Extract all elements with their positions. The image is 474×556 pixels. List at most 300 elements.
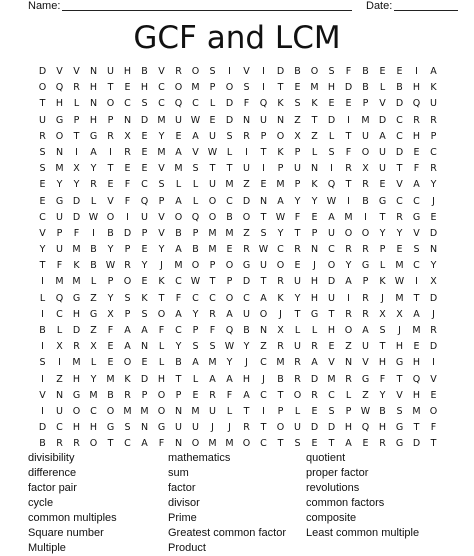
grid-letter[interactable]: Q [412,373,421,385]
grid-letter[interactable]: P [430,130,437,142]
grid-letter[interactable]: S [379,325,386,336]
grid-letter[interactable]: N [259,195,268,207]
grid-letter[interactable]: Q [191,211,200,223]
grid-letter[interactable]: L [226,146,233,158]
grid-letter[interactable]: U [379,163,386,175]
grid-letter[interactable]: A [413,308,420,320]
grid-letter[interactable]: A [192,357,199,369]
grid-letter[interactable]: C [396,114,403,126]
grid-letter[interactable]: A [175,146,182,158]
grid-letter[interactable]: N [140,422,149,434]
grid-letter[interactable]: C [413,195,420,207]
grid-letter[interactable]: K [277,292,284,304]
grid-letter[interactable]: B [175,357,182,369]
grid-letter[interactable]: D [38,422,47,434]
grid-letter[interactable]: P [362,98,369,110]
grid-letter[interactable]: V [158,211,165,223]
grid-letter[interactable]: P [209,82,216,94]
grid-letter[interactable]: D [327,276,336,288]
grid-letter[interactable]: S [39,163,46,175]
grid-letter[interactable]: W [224,341,235,353]
grid-letter[interactable]: H [310,292,319,304]
grid-letter[interactable]: P [362,276,369,288]
grid-letter[interactable]: D [412,438,421,450]
grid-letter[interactable]: C [192,292,199,304]
grid-letter[interactable]: Y [396,227,403,239]
grid-letter[interactable]: I [262,66,265,77]
grid-letter[interactable]: R [430,325,437,336]
grid-letter[interactable]: D [429,227,438,239]
grid-letter[interactable]: G [157,422,166,434]
grid-letter[interactable]: M [327,373,336,385]
grid-letter[interactable]: D [327,422,336,434]
grid-letter[interactable]: M [106,373,115,385]
grid-letter[interactable]: S [396,405,403,417]
grid-letter[interactable]: P [294,179,301,191]
grid-letter[interactable]: H [412,82,421,94]
grid-letter[interactable]: C [328,389,335,401]
grid-letter[interactable]: R [345,308,352,320]
grid-letter[interactable]: Z [56,373,63,385]
grid-letter[interactable]: W [275,211,286,223]
grid-letter[interactable]: O [38,82,47,94]
grid-letter[interactable]: C [396,130,403,142]
grid-letter[interactable]: Y [158,244,165,256]
grid-letter[interactable]: L [90,276,97,288]
grid-letter[interactable]: M [225,227,234,239]
grid-letter[interactable]: P [124,308,131,320]
grid-letter[interactable]: I [41,405,44,417]
grid-letter[interactable]: J [160,260,163,272]
grid-letter[interactable]: B [39,438,46,450]
grid-letter[interactable]: C [277,244,284,256]
grid-letter[interactable]: N [55,146,64,158]
grid-letter[interactable]: O [157,308,166,320]
grid-letter[interactable]: T [260,422,267,434]
grid-letter[interactable]: P [226,276,233,288]
grid-letter[interactable]: U [243,163,250,175]
grid-letter[interactable]: Y [90,163,97,175]
grid-letter[interactable]: X [277,325,284,336]
grid-letter[interactable]: F [379,373,386,385]
grid-letter[interactable]: O [259,308,268,320]
grid-letter[interactable]: S [294,98,301,110]
grid-letter[interactable]: U [209,130,216,142]
grid-letter[interactable]: T [260,211,267,223]
grid-letter[interactable]: H [72,373,81,385]
grid-letter[interactable]: T [345,179,352,191]
grid-letter[interactable]: Y [345,260,352,272]
grid-letter[interactable]: M [157,114,166,126]
grid-letter[interactable]: T [277,389,284,401]
grid-letter[interactable]: R [413,114,420,126]
grid-letter[interactable]: M [72,357,81,369]
grid-letter[interactable]: I [41,341,44,353]
grid-letter[interactable]: L [226,405,233,417]
grid-letter[interactable]: U [328,227,335,239]
grid-letter[interactable]: O [361,146,370,158]
grid-letter[interactable]: U [260,260,267,272]
grid-letter[interactable]: X [124,130,131,142]
grid-letter[interactable]: D [276,66,285,77]
grid-letter[interactable]: W [258,244,269,256]
grid-letter[interactable]: U [260,114,267,126]
grid-letter[interactable]: V [430,373,437,385]
grid-letter[interactable]: S [124,422,131,434]
grid-letter[interactable]: N [55,389,64,401]
grid-letter[interactable]: E [311,438,318,450]
grid-letter[interactable]: A [124,325,131,336]
grid-letter[interactable]: M [225,438,234,450]
grid-letter[interactable]: S [413,244,420,256]
grid-letter[interactable]: O [242,211,251,223]
grid-letter[interactable]: X [396,308,403,320]
grid-letter[interactable]: O [361,227,370,239]
grid-letter[interactable]: H [89,114,98,126]
grid-letter[interactable]: O [55,130,64,142]
grid-letter[interactable]: U [243,308,250,320]
grid-letter[interactable]: A [430,66,437,77]
grid-letter[interactable]: E [107,357,114,369]
grid-letter[interactable]: T [379,341,386,353]
grid-letter[interactable]: M [276,357,285,369]
grid-letter[interactable]: C [209,292,216,304]
grid-letter[interactable]: U [362,341,369,353]
grid-letter[interactable]: E [345,98,352,110]
grid-letter[interactable]: L [379,260,386,272]
grid-letter[interactable]: L [175,179,182,191]
grid-letter[interactable]: E [141,130,148,142]
grid-letter[interactable]: A [328,211,335,223]
grid-letter[interactable]: R [243,130,250,142]
grid-letter[interactable]: R [362,244,369,256]
grid-letter[interactable]: R [277,341,284,353]
grid-letter[interactable]: S [192,163,199,175]
grid-letter[interactable]: Z [311,130,318,142]
grid-letter[interactable]: F [107,325,114,336]
grid-letter[interactable]: H [157,373,166,385]
grid-letter[interactable]: K [379,276,386,288]
grid-letter[interactable]: N [174,405,183,417]
grid-letter[interactable]: D [395,98,404,110]
grid-letter[interactable]: P [107,276,114,288]
grid-letter[interactable]: T [39,260,46,272]
grid-letter[interactable]: Y [39,244,46,256]
grid-letter[interactable]: K [311,98,318,110]
grid-letter[interactable]: C [328,244,335,256]
grid-letter[interactable]: J [279,308,282,320]
date-field-line[interactable] [394,10,458,11]
grid-letter[interactable]: R [124,146,131,158]
grid-letter[interactable]: T [73,130,80,142]
grid-letter[interactable]: B [362,66,369,77]
grid-letter[interactable]: A [192,130,199,142]
grid-letter[interactable]: L [311,325,318,336]
grid-letter[interactable]: P [158,195,165,207]
grid-letter[interactable]: E [396,244,403,256]
grid-letter[interactable]: A [260,292,267,304]
grid-letter[interactable]: R [345,373,352,385]
grid-letter[interactable]: B [107,389,114,401]
grid-letter[interactable]: M [208,438,217,450]
grid-letter[interactable]: I [432,357,435,369]
grid-letter[interactable]: E [328,98,335,110]
grid-letter[interactable]: D [140,114,149,126]
grid-letter[interactable]: T [243,405,250,417]
grid-letter[interactable]: O [191,260,200,272]
grid-letter[interactable]: E [379,179,386,191]
grid-letter[interactable]: E [141,163,148,175]
grid-letter[interactable]: P [345,405,352,417]
grid-letter[interactable]: E [396,66,403,77]
grid-letter[interactable]: H [412,130,421,142]
grid-letter[interactable]: C [175,276,182,288]
grid-letter[interactable]: P [277,405,284,417]
grid-letter[interactable]: P [277,163,284,175]
grid-letter[interactable]: B [141,66,148,77]
grid-letter[interactable]: K [311,179,318,191]
grid-letter[interactable]: D [242,195,251,207]
grid-letter[interactable]: I [245,146,248,158]
grid-letter[interactable]: N [123,114,132,126]
grid-letter[interactable]: A [362,325,369,336]
grid-letter[interactable]: V [396,389,403,401]
grid-letter[interactable]: O [106,211,115,223]
grid-letter[interactable]: P [141,227,148,239]
grid-letter[interactable]: U [209,405,216,417]
grid-letter[interactable]: S [158,179,165,191]
grid-letter[interactable]: C [260,357,267,369]
grid-letter[interactable]: D [225,114,234,126]
grid-letter[interactable]: U [175,422,182,434]
grid-letter[interactable]: E [175,130,182,142]
grid-letter[interactable]: L [73,98,80,110]
grid-letter[interactable]: T [209,276,216,288]
grid-letter[interactable]: L [345,389,352,401]
grid-letter[interactable]: S [260,227,267,239]
grid-letter[interactable]: I [415,276,418,288]
grid-letter[interactable]: I [262,405,265,417]
grid-letter[interactable]: B [175,227,182,239]
grid-letter[interactable]: C [124,98,131,110]
grid-letter[interactable]: B [107,227,114,239]
grid-letter[interactable]: O [191,438,200,450]
grid-letter[interactable]: O [174,211,183,223]
grid-letter[interactable]: M [208,227,217,239]
grid-letter[interactable]: M [157,146,166,158]
grid-letter[interactable]: E [430,389,437,401]
grid-letter[interactable]: P [56,227,63,239]
grid-letter[interactable]: U [362,130,369,142]
grid-letter[interactable]: H [310,276,319,288]
grid-letter[interactable]: F [73,227,80,239]
grid-letter[interactable]: R [362,179,369,191]
grid-letter[interactable]: O [208,195,217,207]
grid-letter[interactable]: M [174,163,183,175]
grid-letter[interactable]: X [56,341,63,353]
grid-letter[interactable]: W [360,405,371,417]
grid-letter[interactable]: C [158,98,165,110]
grid-letter[interactable]: V [158,227,165,239]
grid-letter[interactable]: C [56,422,63,434]
grid-letter[interactable]: X [430,276,437,288]
grid-letter[interactable]: U [294,341,301,353]
grid-letter[interactable]: M [412,325,421,336]
grid-letter[interactable]: P [311,227,318,239]
grid-letter[interactable]: N [429,244,438,256]
grid-letter[interactable]: Y [379,227,386,239]
grid-letter[interactable]: R [39,130,46,142]
grid-letter[interactable]: H [412,357,421,369]
grid-letter[interactable]: T [345,130,352,142]
grid-letter[interactable]: T [107,438,114,450]
grid-letter[interactable]: R [56,438,63,450]
grid-letter[interactable]: P [141,389,148,401]
grid-letter[interactable]: T [396,373,403,385]
grid-letter[interactable]: T [158,292,165,304]
grid-letter[interactable]: P [294,146,301,158]
grid-letter[interactable]: G [310,308,319,320]
grid-letter[interactable]: R [124,260,131,272]
grid-letter[interactable]: B [362,82,369,94]
grid-letter[interactable]: O [293,389,302,401]
grid-letter[interactable]: B [362,195,369,207]
grid-letter[interactable]: Q [361,422,370,434]
grid-letter[interactable]: Z [243,179,250,191]
grid-letter[interactable]: M [191,82,200,94]
grid-letter[interactable]: E [413,146,420,158]
grid-letter[interactable]: F [56,260,63,272]
grid-letter[interactable]: M [395,292,404,304]
grid-letter[interactable]: G [361,260,370,272]
grid-letter[interactable]: P [73,114,80,126]
grid-letter[interactable]: I [364,211,367,223]
grid-letter[interactable]: T [413,422,420,434]
grid-letter[interactable]: O [208,211,217,223]
grid-letter[interactable]: F [158,325,165,336]
grid-letter[interactable]: U [209,179,216,191]
grid-letter[interactable]: M [140,405,149,417]
grid-letter[interactable]: F [345,146,352,158]
grid-letter[interactable]: U [379,146,386,158]
grid-letter[interactable]: F [345,66,352,77]
grid-letter[interactable]: Z [260,341,267,353]
grid-letter[interactable]: Z [294,114,301,126]
grid-letter[interactable]: O [242,438,251,450]
grid-letter[interactable]: V [73,66,80,77]
grid-letter[interactable]: M [344,211,353,223]
grid-letter[interactable]: A [311,357,318,369]
grid-letter[interactable]: T [260,146,267,158]
grid-letter[interactable]: E [311,405,318,417]
grid-letter[interactable]: G [412,211,421,223]
grid-letter[interactable]: L [294,405,301,417]
grid-letter[interactable]: L [90,195,97,207]
grid-letter[interactable]: W [190,276,201,288]
grid-letter[interactable]: R [430,163,437,175]
grid-letter[interactable]: H [378,422,387,434]
grid-letter[interactable]: U [294,276,301,288]
grid-letter[interactable]: R [209,389,216,401]
grid-letter[interactable]: R [311,341,318,353]
grid-letter[interactable]: E [413,341,420,353]
grid-letter[interactable]: C [39,211,46,223]
grid-letter[interactable]: W [326,195,337,207]
grid-letter[interactable]: C [413,260,420,272]
grid-letter[interactable]: Z [345,341,352,353]
grid-letter[interactable]: P [192,227,199,239]
grid-letter[interactable]: E [141,146,148,158]
grid-letter[interactable]: J [211,422,214,434]
grid-letter[interactable]: E [124,163,131,175]
grid-letter[interactable]: A [226,373,233,385]
grid-letter[interactable]: I [75,146,78,158]
grid-letter[interactable]: V [56,66,63,77]
grid-letter[interactable]: Y [226,357,233,369]
grid-letter[interactable]: H [344,422,353,434]
grid-letter[interactable]: B [396,82,403,94]
grid-letter[interactable]: R [209,308,216,320]
grid-letter[interactable]: O [225,82,234,94]
grid-letter[interactable]: U [175,114,182,126]
grid-letter[interactable]: H [395,341,404,353]
grid-letter[interactable]: H [140,82,149,94]
grid-letter[interactable]: Q [140,195,149,207]
grid-letter[interactable]: C [175,325,182,336]
grid-letter[interactable]: T [277,438,284,450]
grid-letter[interactable]: N [242,114,251,126]
grid-letter[interactable]: R [379,438,386,450]
grid-letter[interactable]: U [328,292,335,304]
grid-letter[interactable]: U [430,98,437,110]
grid-letter[interactable]: R [345,244,352,256]
grid-letter[interactable]: G [242,260,251,272]
name-field-line[interactable] [62,10,352,11]
grid-letter[interactable]: R [294,244,301,256]
grid-letter[interactable]: M [89,389,98,401]
grid-letter[interactable]: C [56,308,63,320]
grid-letter[interactable]: X [379,308,386,320]
grid-letter[interactable]: N [140,341,149,353]
grid-letter[interactable]: J [432,195,435,207]
grid-letter[interactable]: Y [311,195,318,207]
grid-letter[interactable]: D [72,325,81,336]
grid-letter[interactable]: C [192,98,199,110]
grid-letter[interactable]: G [55,114,64,126]
grid-letter[interactable]: V [328,357,335,369]
grid-letter[interactable]: R [294,357,301,369]
grid-letter[interactable]: Y [277,227,284,239]
grid-letter[interactable]: F [430,422,437,434]
grid-letter[interactable]: D [123,227,132,239]
grid-letter[interactable]: G [378,195,387,207]
grid-letter[interactable]: K [124,373,131,385]
grid-letter[interactable]: M [174,260,183,272]
grid-letter[interactable]: T [430,438,437,450]
grid-letter[interactable]: S [294,438,301,450]
grid-letter[interactable]: R [73,341,80,353]
grid-letter[interactable]: T [277,82,284,94]
grid-letter[interactable]: H [327,82,336,94]
grid-letter[interactable]: A [175,195,182,207]
grid-letter[interactable]: F [243,98,250,110]
grid-letter[interactable]: I [41,308,44,320]
grid-letter[interactable]: H [412,389,421,401]
grid-letter[interactable]: T [294,227,301,239]
grid-letter[interactable]: P [124,244,131,256]
grid-letter[interactable]: K [430,82,437,94]
grid-letter[interactable]: T [107,82,114,94]
